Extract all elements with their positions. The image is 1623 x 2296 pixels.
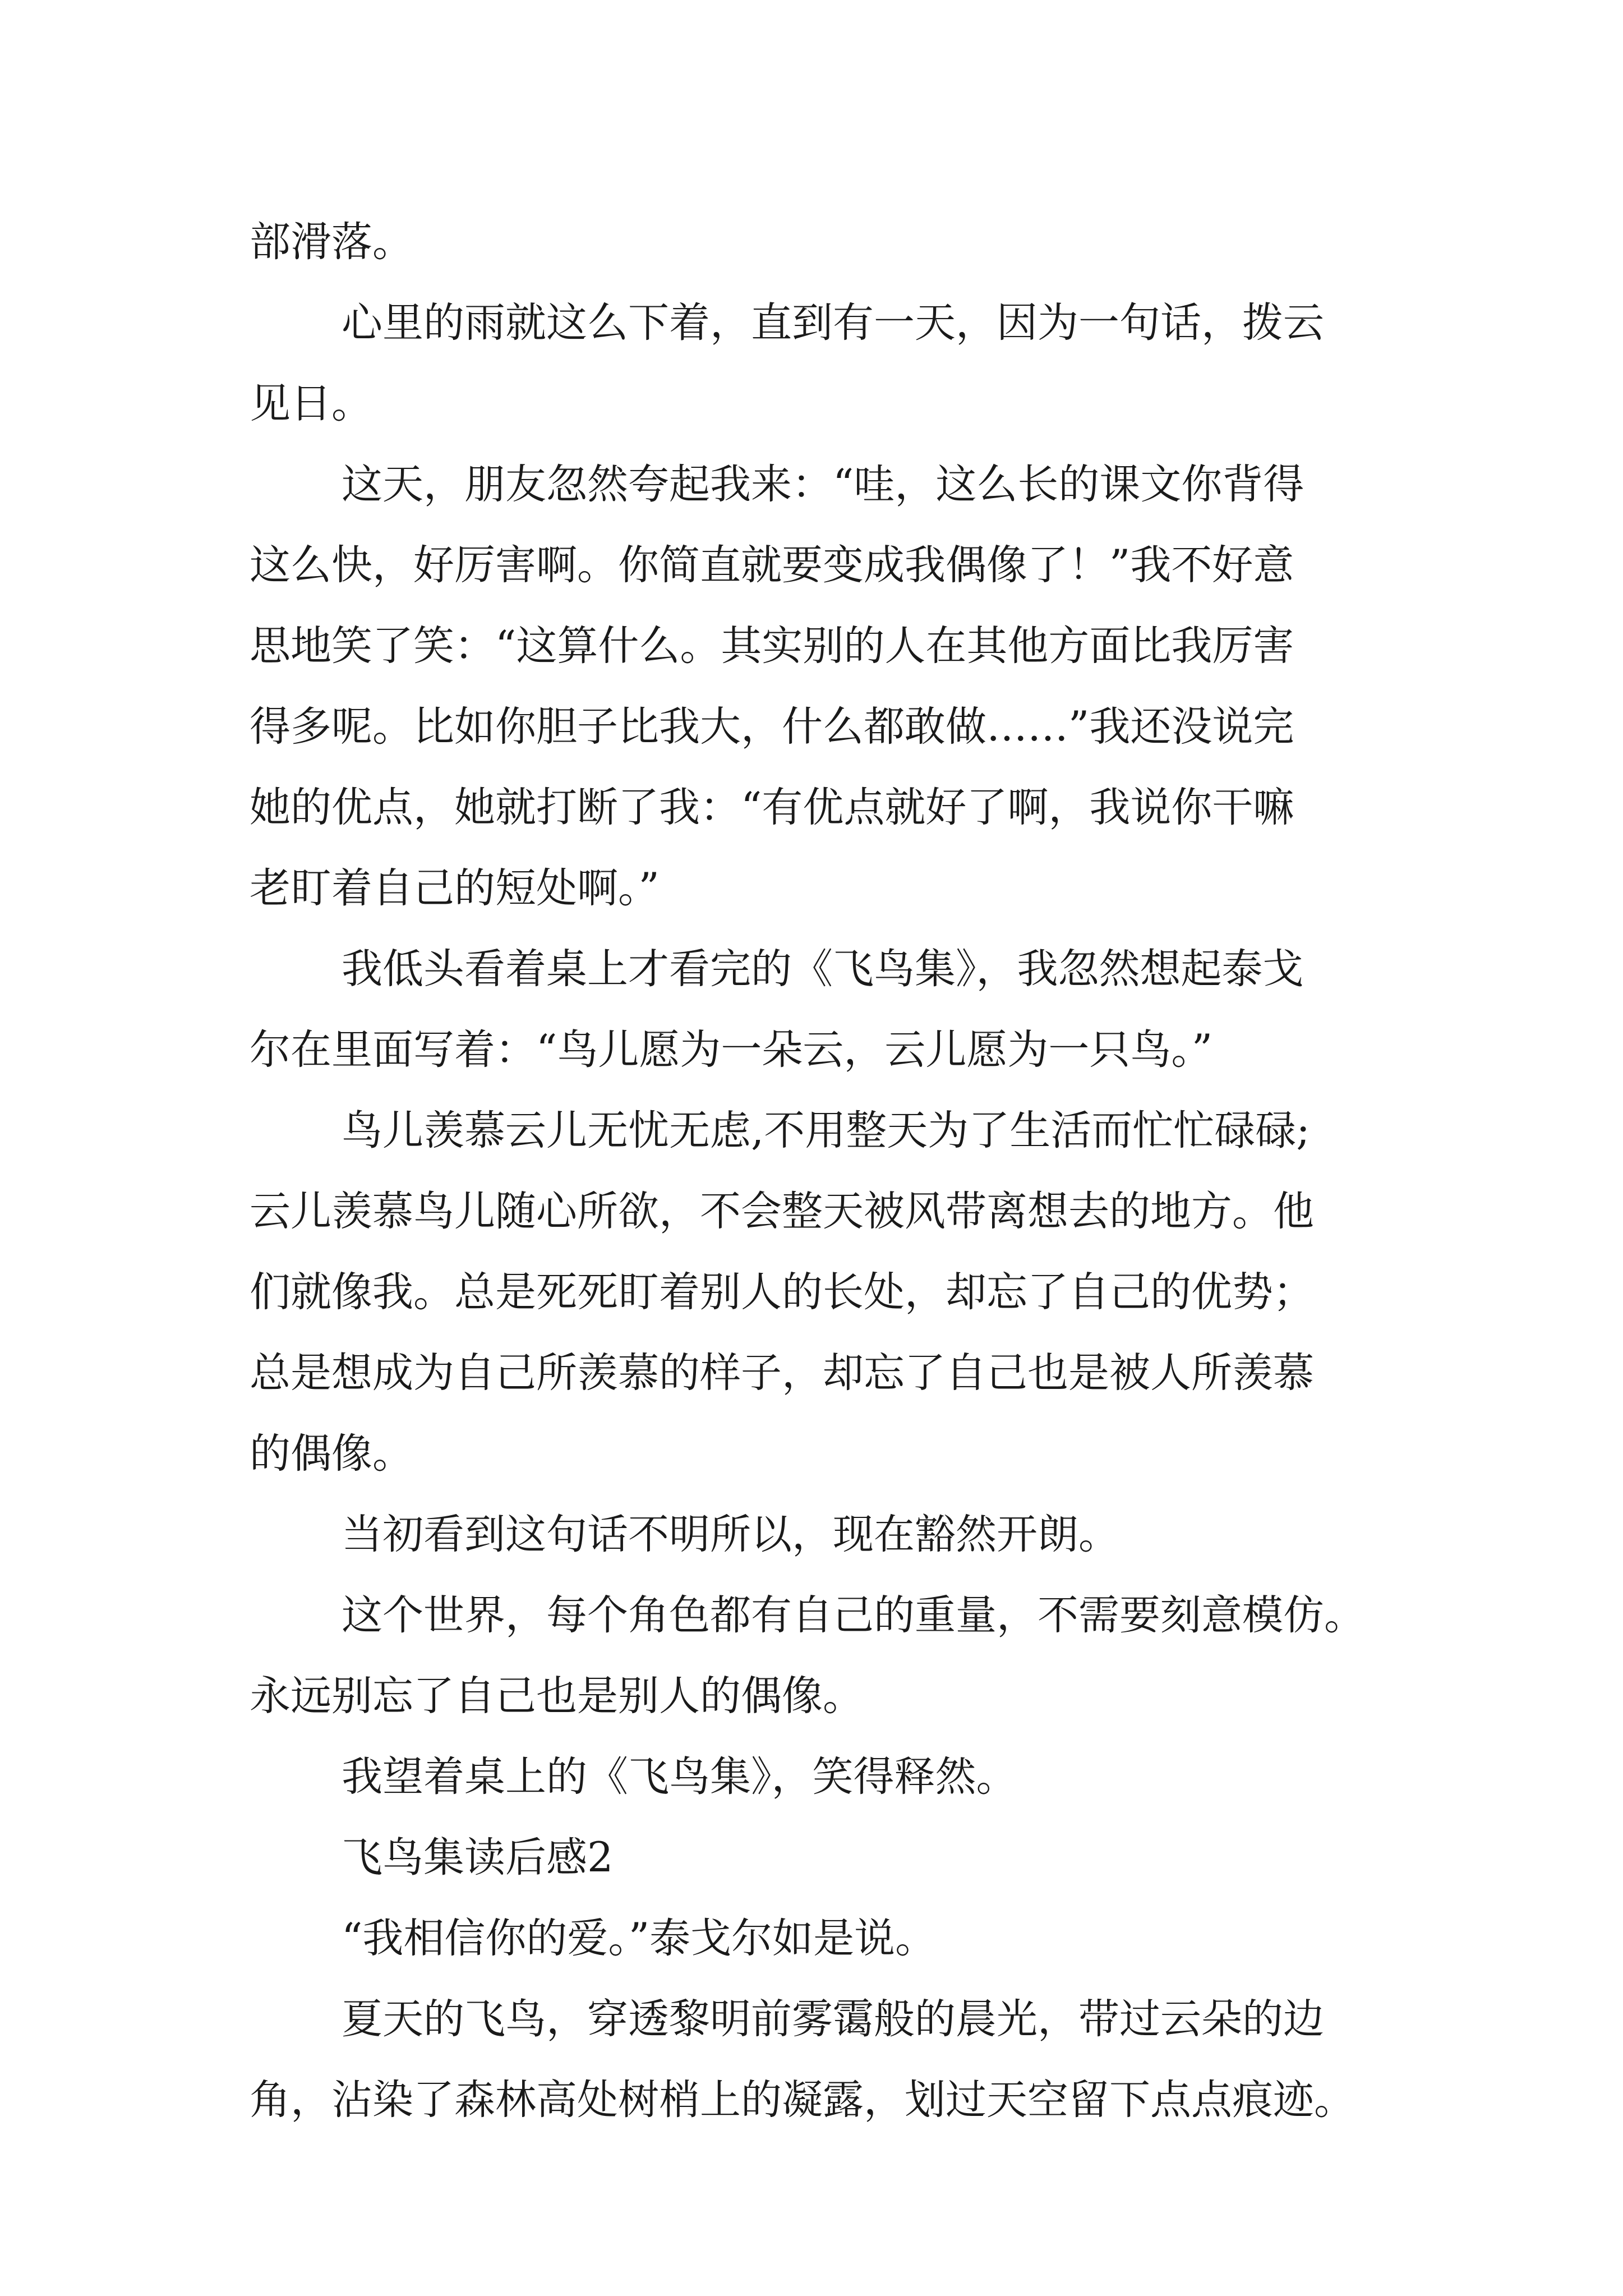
paragraph-4 [250, 929, 1385, 1091]
text-line: 这么快，好厉害啊。你简直就要变成我偶像了！”我不好意 [250, 541, 1294, 589]
text-line: 这个世界，每个角色都有自己的重量，不需要刻意模仿。 [342, 1591, 1365, 1639]
paragraph-6 [250, 1494, 1385, 1575]
text-line: 这天，朋友忽然夸起我来：“哇，这么长的课文你背得 [342, 461, 1304, 508]
paragraph-3 [250, 444, 1385, 929]
text-line: 我低头看着桌上才看完的《飞鸟集》，我忽然想起泰戈 [342, 945, 1304, 993]
text-line: 思地笑了笑：“这算什么。其实别的人在其他方面比我厉害 [250, 622, 1294, 670]
paragraph-11 [250, 1979, 1385, 2141]
document-body [250, 202, 1385, 2141]
text-line: 她的优点，她就打断了我：“有优点就好了啊，我说你干嘛 [250, 784, 1294, 831]
paragraph-2 [250, 283, 1385, 444]
text-line: 见日。 [250, 380, 372, 427]
text-line: 角，沾染了森林高处树梢上的凝露，划过天空留下点点痕迹。 [250, 2076, 1355, 2124]
paragraph-7 [250, 1575, 1385, 1737]
text-line: 我望着桌上的《飞鸟集》，笑得释然。 [342, 1753, 1017, 1801]
text-line: 心里的雨就这么下着，直到有一天，因为一句话，拨云 [342, 299, 1324, 347]
paragraph-1 [250, 202, 1385, 283]
section-heading [250, 1818, 1385, 1898]
paragraph-5 [250, 1091, 1385, 1494]
text-line: 部滑落。 [250, 218, 413, 266]
text-line: 的偶像。 [250, 1430, 413, 1478]
paragraph-10 [250, 1898, 1385, 1979]
text-line: 尔在里面写着：“鸟儿愿为一朵云，云儿愿为一只鸟。” [250, 1026, 1213, 1074]
text-line: 夏天的飞鸟，穿透黎明前雾霭般的晨光，带过云朵的边 [342, 1995, 1324, 2043]
text-line: 鸟儿羡慕云儿无忧无虑,不用整天为了生活而忙忙碌碌; [342, 1107, 1310, 1154]
text-line: 们就像我。总是死死盯着别人的长处，却忘了自己的优势； [250, 1268, 1314, 1316]
heading-text: 飞鸟集读后感2 [342, 1834, 614, 1881]
text-line: 永远别忘了自己也是别人的偶像。 [250, 1672, 864, 1720]
text-line: 云儿羡慕鸟儿随心所欲，不会整天被风带离想去的地方。他 [250, 1188, 1314, 1235]
text-line: “我相信你的爱。”泰戈尔如是说。 [342, 1915, 937, 1962]
paragraph-8 [250, 1737, 1385, 1818]
text-line: 得多呢。比如你胆子比我大，什么都敢做……”我还没说完 [250, 703, 1294, 751]
text-line: 老盯着自己的短处啊。” [250, 864, 660, 912]
text-line: 当初看到这句话不明所以，现在豁然开朗。 [342, 1511, 1119, 1558]
text-line: 总是想成为自己所羡慕的样子，却忘了自己也是被人所羡慕 [250, 1349, 1314, 1397]
